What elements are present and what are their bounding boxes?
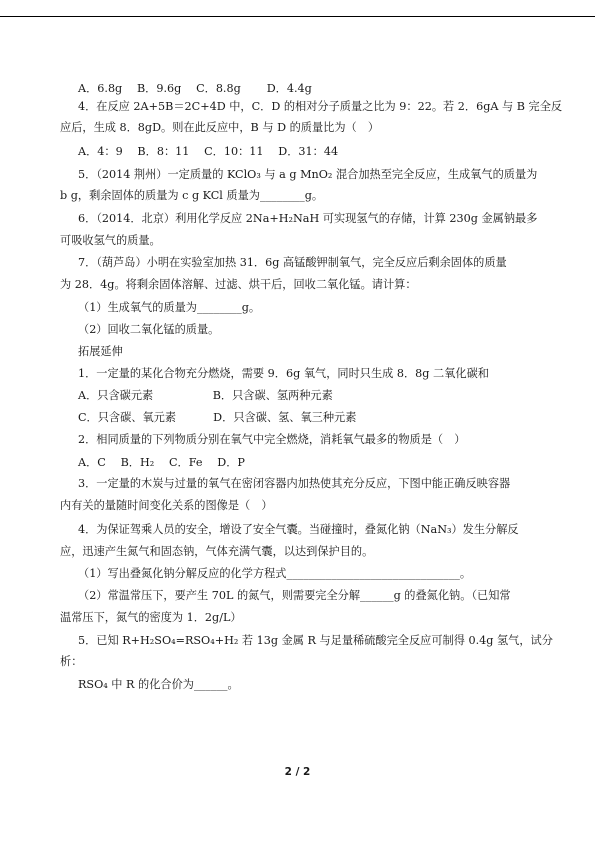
text-line-7: 6．（2014．北京）利用化学反应 2Na+H₂NaH 可实现氢气的存储，计算 230g 金属钠最多 bbox=[78, 212, 538, 225]
text-line-3: 应后，生成 8．8gD。则在此反应中，B 与 D 的质量比为（ ） bbox=[60, 121, 380, 134]
text-line-23: （1）写出叠氮化钠分解反应的化学方程式_______________________________。 bbox=[78, 567, 472, 580]
text-line-27: 析： bbox=[60, 655, 83, 668]
text-line-16: C．只含碳、氧元素 D．只含碳、氢、氧三种元素 bbox=[78, 411, 357, 424]
section-heading: 拓展延伸 bbox=[78, 345, 123, 358]
text-line-19: 3．一定量的木炭与过量的氧气在密闭容器内加热使其充分反应，下图中能正确反映容器 bbox=[78, 477, 511, 490]
text-line-26: 5．已知 R+H₂SO₄=RSO₄+H₂ 若 13g 金属 R 与足量稀硫酸完全反应可制得 0.4g 氢气，试分 bbox=[78, 634, 553, 647]
text-line-18: A．C B．H₂ C．Fe D．P bbox=[78, 456, 245, 469]
text-line-20: 内有关的量随时间变化关系的图像是（ ） bbox=[60, 499, 273, 512]
text-line-9: 7．（葫芦岛）小明在实验室加热 31．6g 高锰酸钾制氧气，完全反应后剩余固体的质量 bbox=[78, 256, 507, 269]
text-line-15: A．只含碳元素 B．只含碳、氢两种元素 bbox=[78, 389, 333, 402]
text-line-14: 1．一定量的某化合物充分燃烧，需要 9．6g 氧气，同时只生成 8．8g 二氧化碳和 bbox=[78, 367, 489, 380]
text-line-8: 可吸收氢气的质量。 bbox=[60, 234, 161, 247]
text-line-5: 5．（2014 荆州）一定质量的 KClO₃ 与 a g MnO₂ 混合加热至完全反应，生成氧气的质量为 bbox=[78, 168, 538, 181]
text-line-22: 应，迅速产生氮气和固态钠，气体充满气囊，以达到保护目的。 bbox=[60, 545, 374, 558]
header-rule bbox=[0, 16, 595, 17]
text-line-25: 温常压下，氮气的密度为 1．2g/L） bbox=[60, 611, 242, 624]
text-line-10: 为 28．4g。将剩余固体溶解、过滤、烘干后，回收二氧化锰。请计算： bbox=[60, 278, 417, 291]
text-line-2: 4．在反应 2A+5B＝2C+4D 中，C．D 的相对分子质量之比为 9：22。若 2．6gA 与 B 完全反 bbox=[78, 100, 563, 113]
text-line-1: A．6.8g B．9.6g C．8.8g D．4.4g bbox=[78, 82, 312, 95]
text-line-28: RSO₄ 中 R 的化合价为______。 bbox=[78, 678, 239, 691]
text-line-24: （2）常温常压下，要产生 70L 的氮气，则需要完全分解______g 的叠氮化钠。（已知常 bbox=[78, 589, 511, 602]
text-line-11: （1）生成氧气的质量为________g。 bbox=[78, 301, 261, 314]
text-line-21: 4．为保证驾乘人员的安全，增设了安全气囊。当碰撞时，叠氮化钠（NaN₃）发生分解反 bbox=[78, 523, 519, 536]
text-line-12: （2）回收二氧化锰的质量。 bbox=[78, 323, 220, 336]
page-number: 2 / 2 bbox=[284, 766, 311, 778]
text-line-6: b g，剩余固体的质量为 c g KCl 质量为________g。 bbox=[60, 189, 324, 202]
text-line-17: 2．相同质量的下列物质分别在氧气中完全燃烧，消耗氧气最多的物质是（ ） bbox=[78, 433, 466, 446]
text-line-4: A．4：9 B．8：11 C．10：11 D．31：44 bbox=[78, 145, 339, 158]
